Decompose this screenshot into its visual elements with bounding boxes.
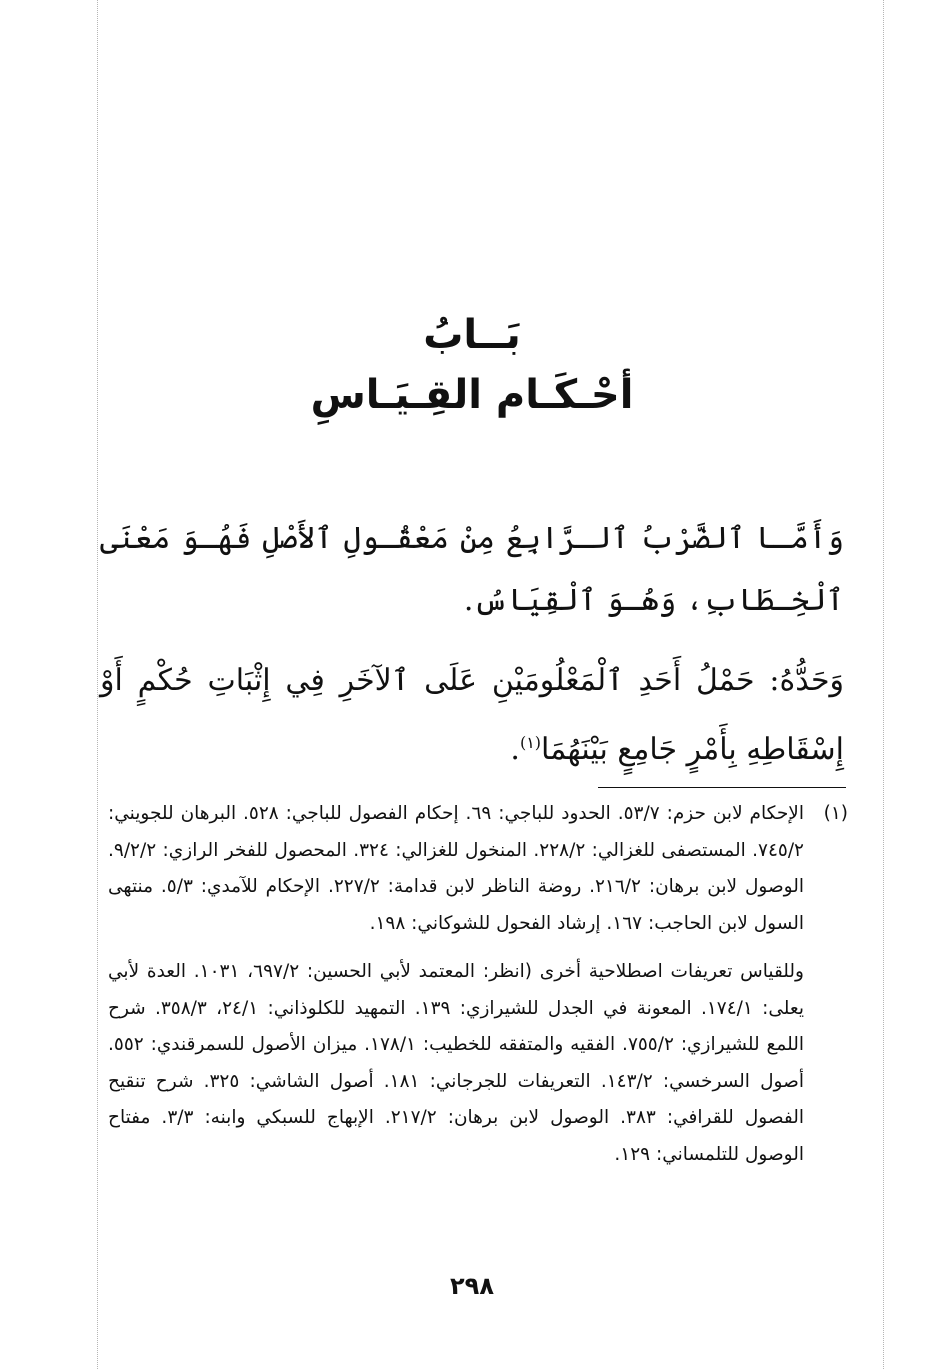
definition-paragraph bbox=[100, 650, 844, 781]
main-text bbox=[100, 508, 844, 799]
definition-end: . bbox=[510, 732, 520, 767]
footnote-body bbox=[108, 796, 804, 1173]
chapter-heading bbox=[0, 305, 944, 425]
definition-text: وَحَدُّهُ: حَمْلُ أَحَدِ ٱلْمَعْلُومَيْنِ عَلَى ٱلآخَرِ فِي إِثْبَاتِ حُكْمٍ أَوْ إِسْقَاطِهِ بِأَمْرٍ جَامِعٍ بَيْنَهُمَا bbox=[100, 663, 844, 767]
chapter-title: أحْـكَـام القِـيَـاسِ bbox=[310, 372, 634, 418]
main-paragraph: وَأَمَّـا ٱلضَّرْبُ ٱلـرَّابِعُ مِنْ مَعْقُـولِ ٱلأَصْلِ فَهُـوَ مَعْنَى ٱلْخِـطَابِ، وَهُـوَ ٱلْقِيَاسُ. bbox=[100, 521, 844, 618]
footnote-paragraph: وللقياس تعريفات اصطلاحية أخرى (انظر: المعتمد لأبي الحسين: ٦٩٧/٢، ١٠٣١. العدة لأبي يعلى: ١٧٤/١. المعونة في الجدل للشيرازي: ١٣٩. التمهيد للكلوذاني: ٢٤/١، ٣٥٨/٣. شرح اللمع للشيرازي: ٧٥٥/٢. الفقيه والمتفقه للخطيب: ١٧٨/١. ميزان الأصول للسمرقندي: ٥٥٢. أصول السرخسي: ١٤٣/٢. التعريفات للجرجاني: ١٨١. أصول الشاشي: ٣٢٥. شرح تنقيح الفصول للقرافي: ٣٨٣. الوصول لابن برهان: ٢١٧/٢. الإبهاج للسبكي وابنه: ٣/٣. مفتاح الوصول للتلمساني: ١٢٩. bbox=[108, 961, 804, 1165]
footnote-separator bbox=[598, 787, 846, 788]
footnotes bbox=[108, 796, 848, 1173]
footnote-marker: (١) bbox=[823, 803, 848, 824]
footnote-paragraph: الإحكام لابن حزم: ٥٣/٧. الحدود للباجي: ٦٩. إحكام الفصول للباجي: ٥٢٨. البرهان للجويني: ٧٤٥/٢. المستصفى للغزالي: ٢٢٨/٢. المنخول للغزالي: ٣٢٤. المحصول للفخر الرازي: ٩/٢/٢. الوصول لابن برهان: ٢١٦/٢. روضة الناظر لابن قدامة: ٢٢٧/٢. الإحكام للآمدي: ٥/٣. منتهى السول لابن الحاجب: ١٦٧. إرشاد الفحول للشوكاني: ١٩٨. bbox=[108, 803, 804, 934]
chapter-label: بَــابُ bbox=[423, 312, 521, 358]
footnote-item bbox=[108, 796, 848, 1173]
page-number: ٢٩٨ bbox=[450, 1272, 494, 1300]
right-margin-dotted-line bbox=[883, 0, 884, 1369]
left-margin-dotted-line bbox=[97, 0, 98, 1369]
footnote-reference[interactable]: (١) bbox=[519, 733, 542, 752]
